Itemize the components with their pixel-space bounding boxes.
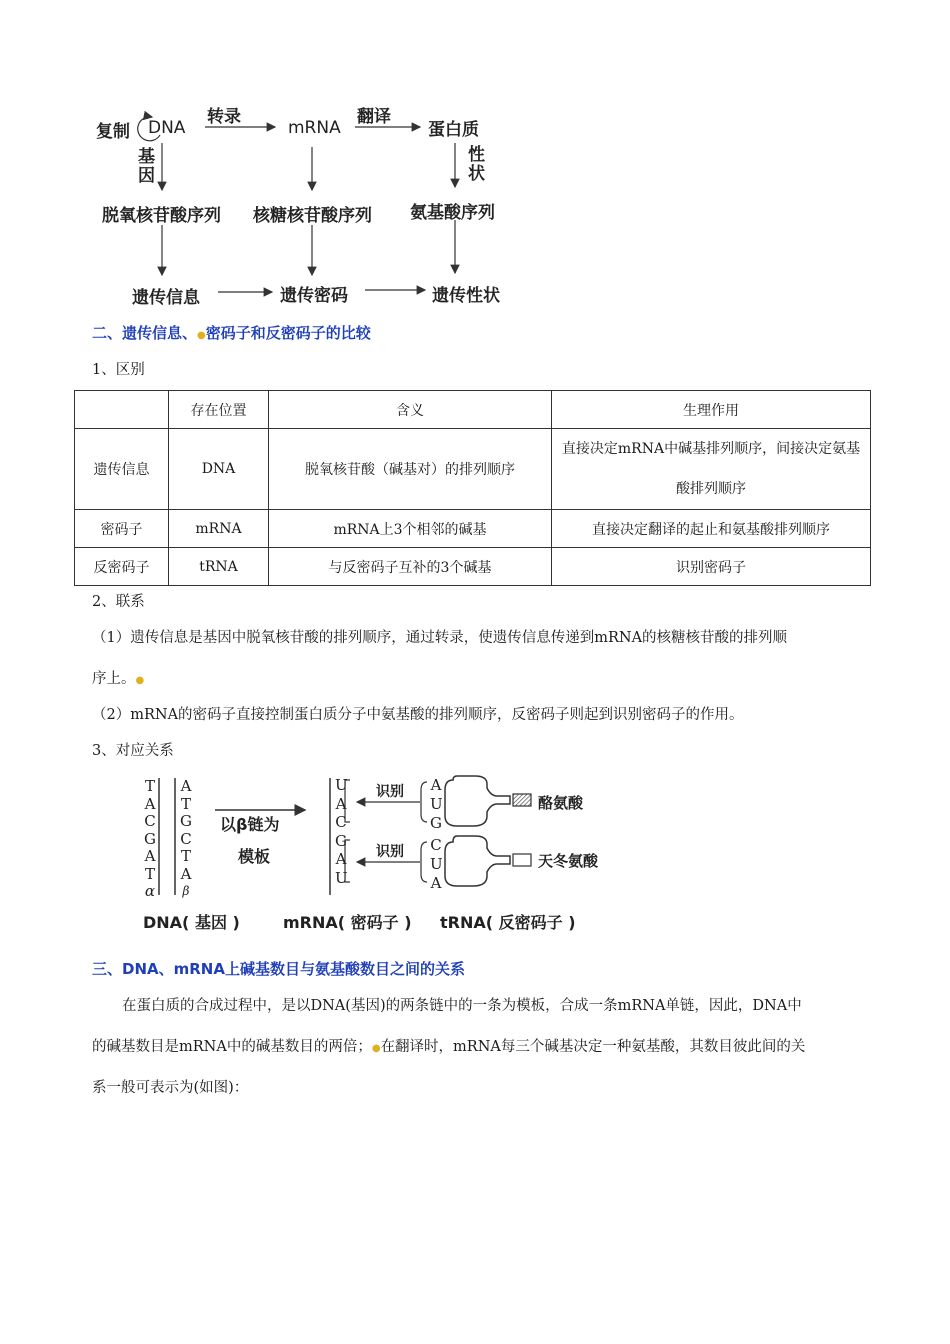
base-letter: A xyxy=(335,850,347,868)
mrna-label: mRNA xyxy=(288,118,341,138)
base-letter: A xyxy=(180,864,192,883)
base-letter: C xyxy=(144,812,156,830)
transcribe-label: 转录 xyxy=(207,107,241,127)
aspartate-label: 天冬氨酸 xyxy=(538,852,599,870)
anticodon-brace-1 xyxy=(421,782,427,822)
base-letter: C xyxy=(335,813,347,831)
recognize-label-2: 识别 xyxy=(376,844,404,860)
base-letter: G xyxy=(180,812,192,830)
paragraph-1-line-2-text: 序上。 xyxy=(92,671,136,687)
header-cell: 含义 xyxy=(269,391,552,429)
gene-label: 基因 xyxy=(138,147,155,186)
base-letter: A xyxy=(335,794,347,813)
table-cell: 直接决定mRNA中碱基排列顺序，间接决定氨基酸排列顺序 xyxy=(552,429,871,510)
dna-gene-caption: DNA( 基因 ) xyxy=(143,913,240,932)
aspartate-box xyxy=(513,854,531,866)
table-header-row xyxy=(75,391,871,429)
section2-heading-b: 密码子和反密码子的比较 xyxy=(205,324,371,342)
base-letter: A xyxy=(144,794,156,813)
base-letter: U xyxy=(335,776,348,794)
base-letter: T xyxy=(180,794,191,813)
base-letter: G xyxy=(144,829,156,848)
mrna-codon-caption: mRNA( 密码子 ) xyxy=(283,913,412,932)
base-letter: T xyxy=(144,777,155,795)
dna-label: DNA xyxy=(148,118,186,138)
section3-para-line-2 xyxy=(92,1035,805,1056)
base-letter: A xyxy=(144,847,156,865)
tyrosine-label: 酪氨酸 xyxy=(538,794,584,812)
paragraph-1-line-2 xyxy=(92,667,144,688)
header-cell: 生理作用 xyxy=(552,391,871,429)
genetic-code-label: 遗传密码 xyxy=(280,286,348,306)
ribo-seq-label: 核糖核苷酸序列 xyxy=(253,206,372,226)
template-label-1: 以β链为 xyxy=(220,815,280,834)
genetic-info-label: 遗传信息 xyxy=(132,288,200,308)
template-label-2: 模板 xyxy=(238,847,271,866)
deoxy-seq-label: 脱氧核苷酸序列 xyxy=(102,206,221,226)
table-cell: mRNA上3个相邻的碱基 xyxy=(269,510,552,548)
table-cell: DNA xyxy=(169,429,269,510)
base-letter: U xyxy=(430,795,443,813)
section2-heading xyxy=(92,322,371,343)
mark-dot: ● xyxy=(135,675,145,686)
replicate-label: 复制 xyxy=(96,122,130,142)
trna-anticodon-caption: tRNA( 反密码子 ) xyxy=(440,913,576,932)
tyrosine-box xyxy=(513,794,531,806)
header-cell xyxy=(75,391,169,429)
base-letter: C xyxy=(430,836,442,854)
trna-shape-2 xyxy=(445,836,510,886)
header-cell: 存在位置 xyxy=(169,391,269,429)
trna2-base-column xyxy=(430,836,442,893)
table-cell: 识别密码子 xyxy=(552,548,871,586)
trna-shape-1 xyxy=(445,776,510,826)
mrna-base-column xyxy=(335,776,347,887)
paragraph-1-line-1: （1）遗传信息是基因中脱氧核苷酸的排列顺序，通过转录，使遗传信息传递到mRNA的核糖核苷酸的排列顺 xyxy=(92,630,788,646)
comparison-table xyxy=(74,390,871,586)
table-cell: tRNA xyxy=(169,548,269,586)
table-cell: 密码子 xyxy=(75,510,169,548)
table-row xyxy=(75,429,871,510)
trna1-base-column xyxy=(430,776,442,833)
subsection-1-title: 1、区别 xyxy=(92,362,145,378)
anticodon-brace-2 xyxy=(421,842,427,882)
table-cell: 遗传信息 xyxy=(75,429,169,510)
amino-seq-label: 氨基酸序列 xyxy=(410,203,495,223)
base-letter: U xyxy=(335,868,348,887)
base-letter: A xyxy=(430,874,442,892)
section2-heading-a: 二、遗传信息、 xyxy=(92,324,198,342)
base-letter: G xyxy=(430,814,442,832)
beta-symbol: β xyxy=(182,884,190,898)
table-row xyxy=(75,548,871,586)
base-letter: T xyxy=(144,864,155,883)
protein-label: 蛋白质 xyxy=(428,120,479,140)
subsection-2-title: 2、联系 xyxy=(92,594,145,610)
recognize-label-1: 识别 xyxy=(376,784,404,800)
base-letter: A xyxy=(430,776,442,794)
translate-label: 翻译 xyxy=(357,107,391,127)
table-cell: 与反密码子互补的3个碱基 xyxy=(269,548,552,586)
subsection-3-title: 3、对应关系 xyxy=(92,743,174,759)
section3-para-line-1: 在蛋白质的合成过程中，是以DNA(基因)的两条链中的一条为模板，合成一条mRNA单链，因此，DNA中 xyxy=(122,998,802,1014)
genetic-trait-label: 遗传性状 xyxy=(432,286,500,306)
base-letter: C xyxy=(180,829,192,848)
table-cell: 反密码子 xyxy=(75,548,169,586)
section3-heading: 三、DNA、mRNA上碱基数目与氨基酸数目之间的关系 xyxy=(92,960,465,978)
table-cell: 脱氧核苷酸（碱基对）的排列顺序 xyxy=(269,429,552,510)
paragraph-2: （2）mRNA的密码子直接控制蛋白质分子中氨基酸的排列顺序，反密码子则起到识别密码子的作用。 xyxy=(92,707,744,723)
section3-para-line-3: 系一般可表示为(如图)： xyxy=(92,1080,249,1096)
alpha-base-column xyxy=(144,778,156,901)
table-cell: 直接决定翻译的起止和氨基酸排列顺序 xyxy=(552,510,871,548)
base-letter: U xyxy=(430,855,443,873)
alpha-symbol: α xyxy=(144,882,156,900)
base-letter: A xyxy=(180,777,192,795)
base-letter: G xyxy=(335,831,347,850)
mark-dot: ● xyxy=(371,1043,381,1054)
section3-para-line-2a: 的碱基数目是mRNA中的碱基数目的两倍； xyxy=(92,1039,372,1055)
section3-para-line-2b: 在翻译时，mRNA每三个碱基决定一种氨基酸，其数目彼此间的关 xyxy=(380,1039,806,1055)
table-cell: mRNA xyxy=(169,510,269,548)
beta-base-column xyxy=(180,778,192,901)
mark-dot: ● xyxy=(197,330,206,341)
table-row xyxy=(75,510,871,548)
trait-label: 性状 xyxy=(468,145,485,184)
base-letter: T xyxy=(180,847,191,865)
